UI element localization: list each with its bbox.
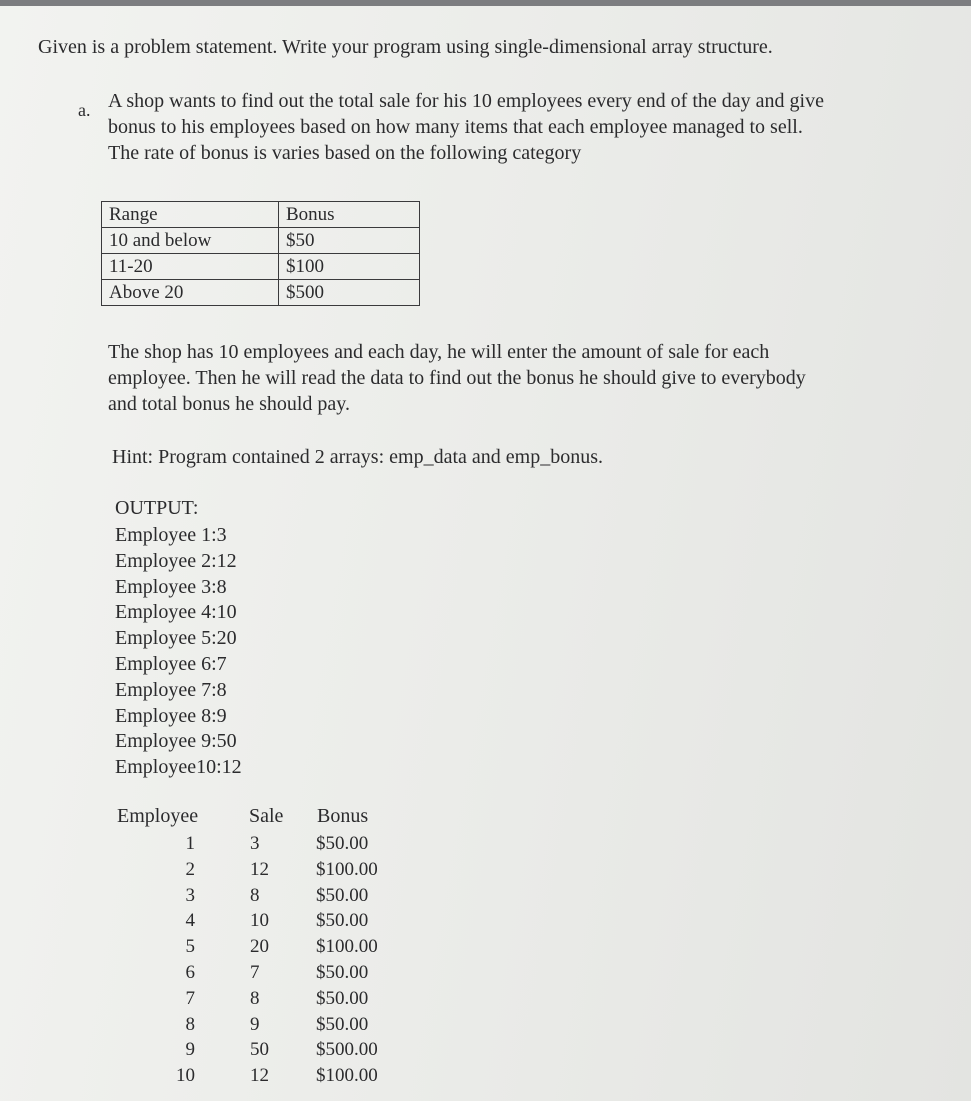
output-line: Employee 9:50 bbox=[115, 730, 237, 753]
summary-header-bonus: Bonus bbox=[317, 805, 369, 827]
employee-number: 4 bbox=[185, 910, 195, 932]
problem-title: Given is a problem statement. Write your program using single-dimensional array structure. bbox=[38, 36, 773, 58]
table-row bbox=[102, 254, 420, 280]
output-lines bbox=[115, 523, 242, 781]
employee-number: 10 bbox=[176, 1065, 195, 1087]
output-line: Employee 1:3 bbox=[115, 524, 227, 546]
problem-paragraph-2 bbox=[108, 339, 806, 417]
header-bonus: Bonus bbox=[279, 202, 420, 228]
bonus-value: $500.00 bbox=[316, 1039, 378, 1061]
range-cell: Above 20 bbox=[102, 280, 279, 306]
table-row bbox=[102, 228, 420, 254]
sale-value: 12 bbox=[250, 1065, 269, 1087]
summary-sale-column bbox=[250, 831, 269, 1089]
output-title: OUTPUT: bbox=[115, 497, 199, 519]
bonus-rate-table bbox=[101, 201, 420, 306]
output-line: Employee 2:12 bbox=[115, 549, 237, 572]
bonus-cell: $100 bbox=[279, 254, 420, 280]
sale-value: 10 bbox=[250, 910, 269, 932]
output-line: Employee10:12 bbox=[115, 756, 242, 779]
bonus-value: $100.00 bbox=[316, 858, 378, 880]
employee-number: 1 bbox=[185, 833, 195, 854]
employee-number: 3 bbox=[185, 884, 195, 906]
bonus-value: $50.00 bbox=[316, 910, 369, 932]
bonus-value: $50.00 bbox=[316, 833, 369, 854]
paragraph-line: bonus to his employees based on how many items that each employee managed to sell. bbox=[108, 116, 803, 138]
table-header-row bbox=[102, 202, 420, 228]
output-line: Employee 3:8 bbox=[115, 575, 227, 598]
summary-header-employee: Employee bbox=[117, 805, 199, 827]
sale-value: 8 bbox=[250, 884, 260, 906]
employee-number: 6 bbox=[185, 961, 195, 983]
header-range: Range bbox=[102, 202, 279, 228]
output-line: Employee 7:8 bbox=[115, 678, 227, 701]
paragraph-line: The rate of bonus is varies based on the following category bbox=[108, 142, 582, 164]
bonus-value: $50.00 bbox=[316, 1013, 369, 1035]
employee-number: 2 bbox=[185, 858, 195, 880]
bonus-value: $50.00 bbox=[316, 987, 369, 1009]
summary-header-sale: Sale bbox=[249, 805, 284, 827]
hint-text: Hint: Program contained 2 arrays: emp_data and emp_bonus. bbox=[112, 446, 603, 468]
employee-number: 8 bbox=[185, 1013, 195, 1035]
question-label: a. bbox=[78, 100, 91, 120]
sale-value: 7 bbox=[250, 961, 260, 983]
paragraph-line: and total bonus he should pay. bbox=[108, 393, 351, 415]
summary-employee-column bbox=[163, 831, 195, 1089]
paragraph-line: The shop has 10 employees and each day, he will enter the amount of sale for each bbox=[108, 341, 770, 363]
bonus-cell: $500 bbox=[279, 280, 420, 306]
sale-value: 12 bbox=[250, 858, 269, 880]
sale-value: 50 bbox=[250, 1039, 269, 1061]
sale-value: 20 bbox=[250, 936, 269, 958]
paragraph-line: A shop wants to find out the total sale for his 10 employees every end of the day and give bbox=[108, 90, 824, 112]
bonus-value: $100.00 bbox=[316, 1065, 378, 1087]
range-cell: 11-20 bbox=[102, 254, 279, 280]
paragraph-line: employee. Then he will read the data to find out the bonus he should give to everybody bbox=[108, 367, 806, 389]
output-line: Employee 4:10 bbox=[115, 601, 237, 624]
employee-number: 7 bbox=[185, 987, 195, 1009]
summary-bonus-column bbox=[316, 831, 378, 1089]
output-line: Employee 8:9 bbox=[115, 704, 227, 727]
bonus-value: $100.00 bbox=[316, 936, 378, 958]
output-line: Employee 5:20 bbox=[115, 627, 237, 650]
document-page bbox=[0, 6, 971, 1101]
bonus-cell: $50 bbox=[279, 228, 420, 254]
range-cell: 10 and below bbox=[102, 228, 279, 254]
output-line: Employee 6:7 bbox=[115, 652, 227, 675]
employee-number: 9 bbox=[185, 1039, 195, 1061]
sale-value: 8 bbox=[250, 987, 260, 1009]
bonus-value: $50.00 bbox=[316, 961, 369, 983]
employee-number: 5 bbox=[185, 936, 195, 958]
table-row bbox=[102, 280, 420, 306]
sale-value: 9 bbox=[250, 1013, 260, 1035]
problem-paragraph-1 bbox=[108, 88, 824, 166]
bonus-value: $50.00 bbox=[316, 884, 369, 906]
sale-value: 3 bbox=[250, 833, 260, 854]
